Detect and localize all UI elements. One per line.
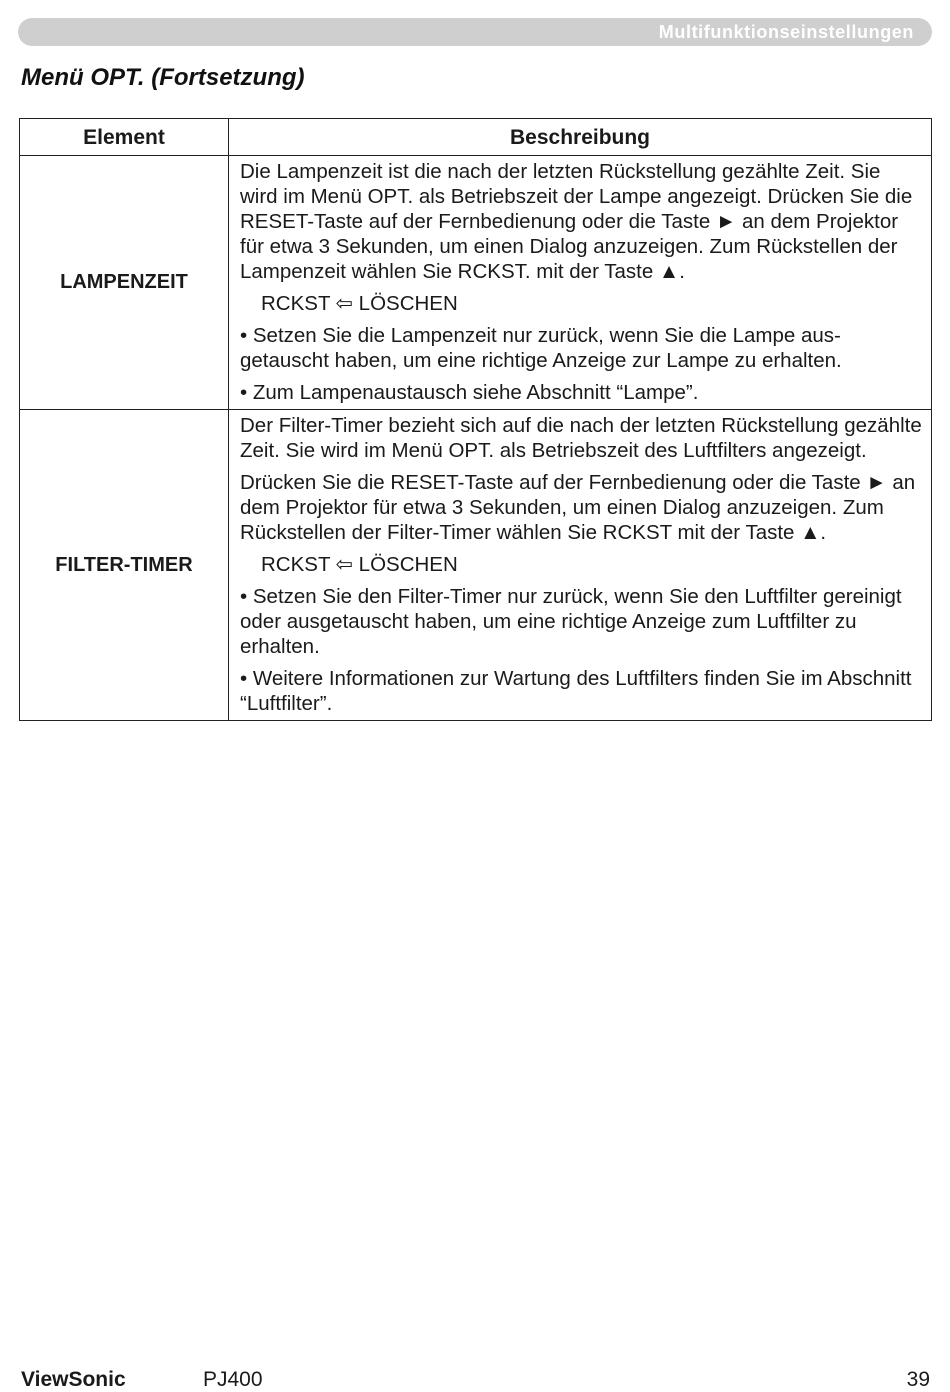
reset-dialog-option: RCKST ⇦ LÖSCHEN: [261, 292, 458, 315]
section-header-bar: [18, 18, 932, 46]
description-note: • Zum Lampenaustausch siehe Abschnitt “Lampe”.: [240, 381, 699, 404]
section-title: Multifunktionseinstellungen: [658, 22, 914, 42]
element-filter-timer: FILTER-TIMER: [20, 410, 229, 721]
description-paragraph: Der Filter-Timer bezieht sich auf die nach der letzten Rückstellung gezählte Zeit. Sie wird im Menü OPT. als Betriebszeit des Luftfilters angezeigt.: [240, 414, 922, 462]
reset-dialog-option: RCKST ⇦ LÖSCHEN: [261, 553, 458, 576]
footer-model: PJ400: [203, 1368, 263, 1391]
description-filter-timer: [229, 410, 932, 721]
description-lampenzeit: [229, 156, 932, 410]
description-note: • Setzen Sie den Filter-Timer nur zurück, wenn Sie den Luftfilter gereinigt oder ausgetauscht haben, um eine richtige Anzeige zum Luftfilter zu erhalten.: [240, 585, 902, 658]
opt-menu-table: [19, 118, 932, 721]
footer-brand: ViewSonic: [21, 1368, 126, 1391]
table-row-filter-timer: [20, 410, 932, 721]
description-note: • Weitere Informationen zur Wartung des Luftfilters finden Sie im Abschnitt “Luftfilter”.: [240, 667, 912, 715]
table-header-row: [20, 119, 932, 156]
description-note: • Setzen Sie die Lampenzeit nur zurück, wenn Sie die Lampe aus-getauscht haben, um eine richtige Anzeige zur Lampe zu erhalten.: [240, 324, 842, 372]
column-header-description: Beschreibung: [229, 119, 932, 156]
element-lampenzeit: LAMPENZEIT: [20, 156, 229, 410]
table-row-lampenzeit: [20, 156, 932, 410]
description-paragraph: Die Lampenzeit ist die nach der letzten Rückstellung gezählte Zeit. Sie wird im Menü OPT. als Betriebszeit der Lampe angezeigt. Drücken Sie die RESET-Taste auf der Fernbedienung oder die Taste ► an dem Projektor für etwa 3 Sekunden, um einen Dialog anzuzeigen. Zum Rückstellen der Lampenzeit wählen Sie RCKST. mit der Taste ▲.: [240, 160, 913, 283]
description-paragraph: Drücken Sie die RESET-Taste auf der Fernbedienung oder die Taste ► an dem Projektor für etwa 3 Sekunden, um einen Dialog anzuzeigen. Zum Rückstellen der Filter-Timer wählen Sie RCKST mit der Taste ▲.: [240, 471, 916, 544]
page-title: Menü OPT. (Fortsetzung): [21, 64, 305, 91]
column-header-element: Element: [20, 119, 229, 156]
page-number: 39: [906, 1368, 930, 1391]
